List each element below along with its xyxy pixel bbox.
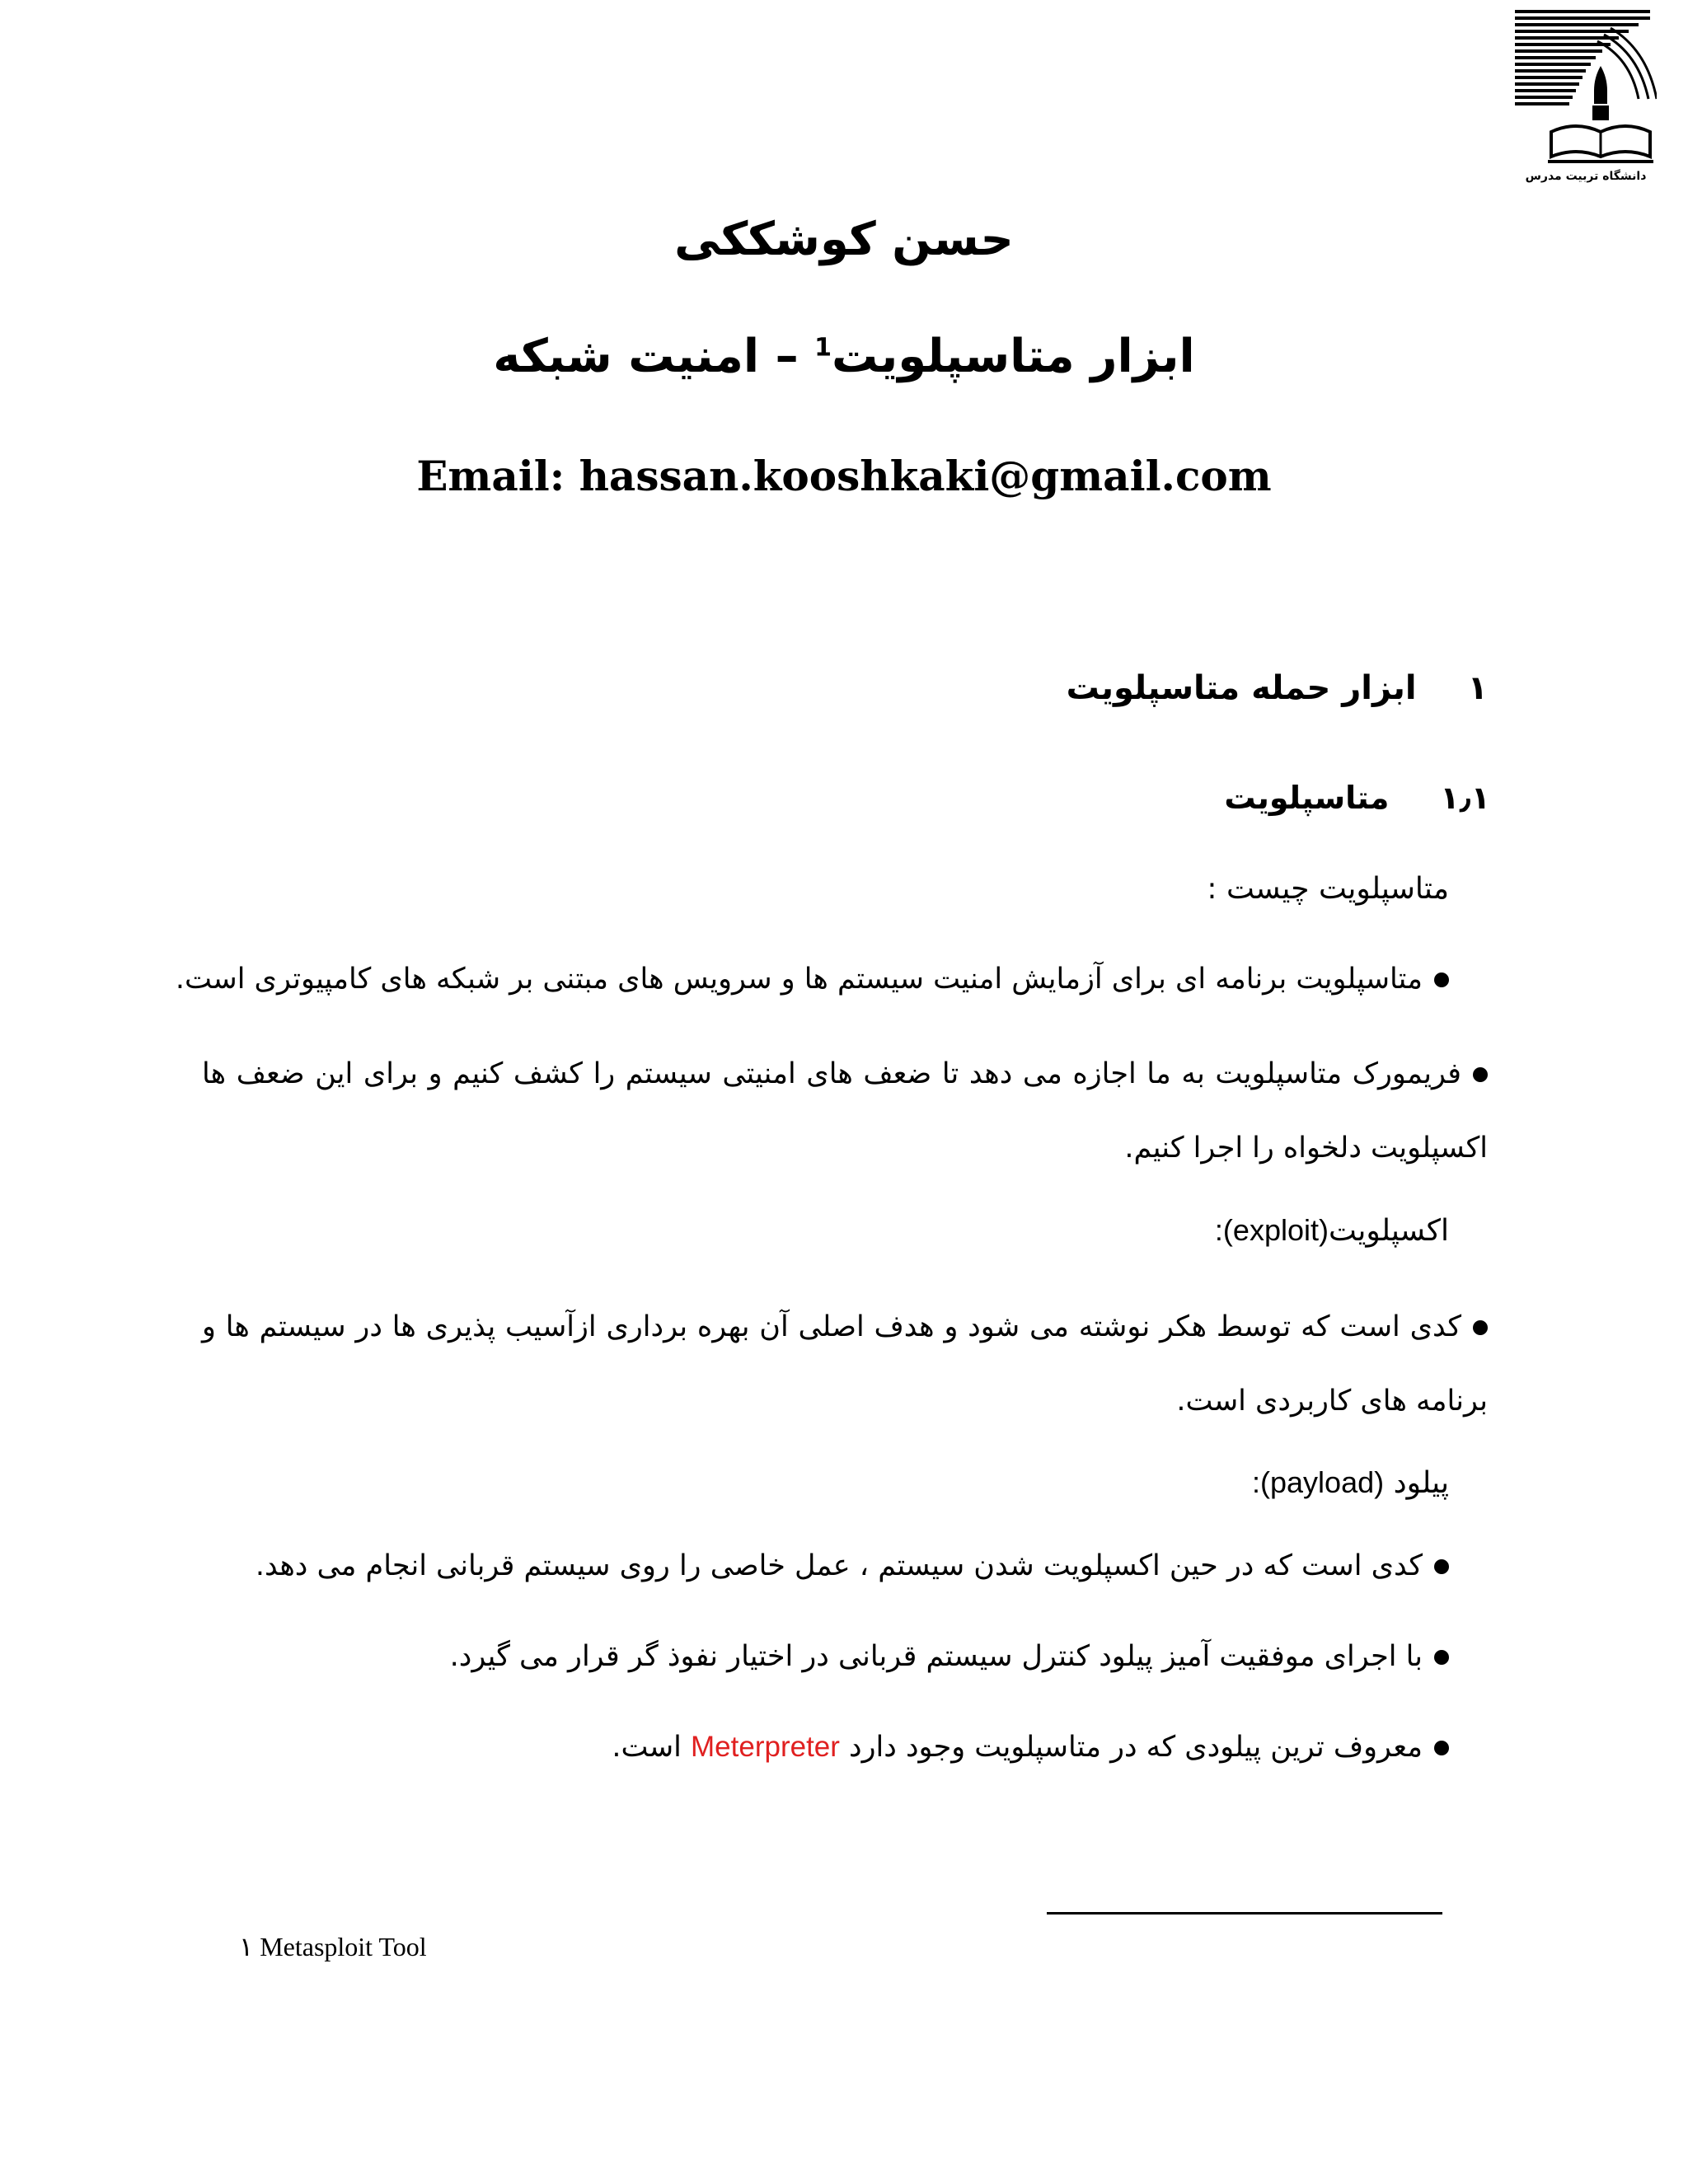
list-item <box>256 1549 1449 1582</box>
author-name: حسن کوشککی <box>674 213 1014 266</box>
list-item <box>202 1290 1488 1438</box>
footnote-mark: ۱ <box>239 1932 254 1961</box>
section-1-1-title: متاسپلویت <box>1224 780 1390 816</box>
logo-caption: دانشگاه تربیت مدرس <box>1525 170 1647 183</box>
section-1-heading <box>1067 669 1488 707</box>
section-1-title: ابزار حمله متاسپلویت <box>1066 669 1417 707</box>
payload-heading <box>1252 1465 1449 1500</box>
title-main: ابزار متاسپلویت <box>831 330 1195 383</box>
exploit-heading-en: (exploit): <box>1214 1213 1329 1247</box>
list-item <box>176 963 1449 996</box>
bullet-icon <box>1473 1067 1488 1082</box>
bullet-icon <box>1473 1320 1488 1335</box>
footnote-text: Metasploit Tool <box>253 1932 427 1961</box>
bullet-text-1: متاسپلویت برنامه ای برای آزمایش امنیت سیستم ها و سرویس های مبتنی بر شبکه های کامپیوتری است. <box>175 963 1423 996</box>
section-1-1-heading <box>1224 780 1490 816</box>
list-item <box>450 1640 1449 1673</box>
list-item <box>202 1037 1488 1185</box>
bullet-icon <box>1434 972 1449 987</box>
bullet-text-2: فریمورک متاسپلویت به ما اجازه می دهد تا ضعف های امنیتی سیستم را کشف کنیم و برای این ضعف ها اکسپلویت دلخواه را اجرا کنیم. <box>202 1057 1488 1165</box>
bullet-text-6-after: است. <box>612 1731 692 1764</box>
university-logo <box>1515 8 1657 185</box>
bullet-icon <box>1434 1559 1449 1574</box>
bullet-text-4: کدی است که در حین اکسپلویت شدن سیستم ، عمل خاصی را روی سیستم قربانی انجام می دهد. <box>255 1549 1423 1582</box>
list-item <box>612 1731 1449 1764</box>
author-email: Email: hassan.kooshkaki@gmail.com <box>416 452 1272 500</box>
payload-heading-fa: پیلود <box>1384 1466 1449 1500</box>
meterpreter-highlight: Meterpreter <box>691 1731 840 1763</box>
document-title <box>0 330 1688 383</box>
title-footnote-mark: 1 <box>814 333 832 363</box>
section-1-number: ۱ <box>1467 669 1488 707</box>
logo-emblem-icon <box>1515 8 1657 170</box>
exploit-heading-fa: اکسپلویت <box>1328 1214 1449 1248</box>
bullet-text-5: با اجرای موفقیت آمیز پیلود کنترل سیستم قربانی در اختیار نفوذ گر قرار می گیرد. <box>449 1640 1423 1673</box>
bullet-icon <box>1434 1650 1449 1665</box>
section-1-1-number: ۱٫۱ <box>1440 780 1490 816</box>
bullet-text-3: کدی است که توسط هکر نوشته می شود و هدف اصلی آن بهره برداری ازآسیب پذیری ها در سیستم ها و برنامه های کاربردی است. <box>202 1310 1488 1418</box>
bullet-text-6-before: معروف ترین پیلودی که در متاسپلویت وجود دارد <box>839 1731 1423 1764</box>
title-rest: – امنیت شبکه <box>493 330 815 383</box>
bullet-icon <box>1434 1741 1449 1755</box>
exploit-heading <box>1215 1213 1449 1248</box>
payload-heading-en: (payload): <box>1252 1465 1385 1499</box>
footnote <box>239 1931 427 1962</box>
footnote-divider <box>1047 1912 1442 1915</box>
what-is-metasploit-label: متاسپلویت چیست : <box>1207 872 1449 906</box>
